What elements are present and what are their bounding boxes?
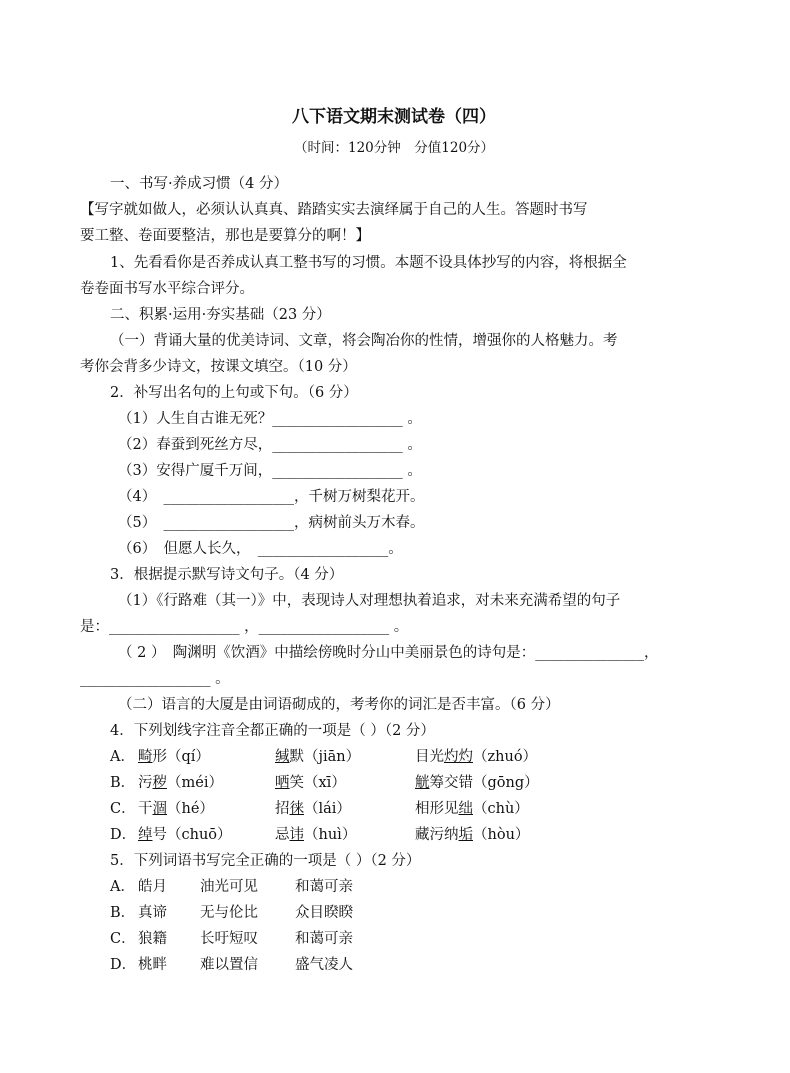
question2-item5: （5） __________________，病树前头万木春。: [118, 515, 425, 531]
question2-item3: （3）安得广厦千万间，__________________ 。: [118, 463, 422, 479]
option-word: 干涸（hé）: [138, 801, 214, 817]
option-label: D．: [110, 957, 137, 973]
option-label: C．: [110, 801, 136, 817]
option-word: 污秽（méi）: [138, 775, 223, 791]
option-word: 难以置信: [200, 957, 258, 973]
option-label: D．: [110, 827, 137, 843]
option-label: C．: [110, 931, 136, 947]
question3-item2-line1: （ 2 ） 陶渊明《饮酒》中描绘傍晚时分山中美丽景色的诗句是：_______________，: [118, 645, 659, 661]
option-word: 哂笑（xī）: [275, 775, 346, 791]
question5-prompt: 5．下列词语书写完全正确的一项是（ ）（2 分）: [110, 853, 421, 869]
question1-line1: 1、先看看你是否养成认真工整书写的习惯。本题不设具体抄写的内容，将根据全: [110, 255, 627, 271]
question2-prompt: 2．补写出名句的上句或下句。（6 分）: [110, 385, 358, 401]
question1-line2: 卷卷面书写水平综合评分。: [80, 281, 254, 297]
section1-heading: 一、书写·养成习惯（4 分）: [110, 176, 288, 192]
option-word: 忌讳（huì）: [275, 827, 357, 843]
option-word: 真谛: [138, 905, 167, 921]
option-word: 畸形（qí）: [138, 749, 210, 765]
question3-item1-line1: （1）《行路难（其一）》中，表现诗人对理想执着追求，对未来充满希望的句子: [118, 593, 621, 609]
option-label: B．: [110, 775, 136, 791]
question3-prompt: 3．根据提示默写诗文句子。（4 分）: [110, 567, 344, 583]
option-word: 无与伦比: [200, 905, 258, 921]
option-word: 和蔼可亲: [295, 931, 353, 947]
question3-item1-line2: 是：__________________ ，__________________ 。: [80, 619, 409, 635]
option-word: 藏污纳垢（hòu）: [415, 827, 530, 843]
option-word: 招徕（lái）: [275, 801, 351, 817]
option-label: A．: [110, 879, 135, 895]
option-word: 觥筹交错（gōng）: [415, 775, 539, 791]
part1-intro-line2: 考你会背多少诗文，按课文填空。（10 分）: [80, 359, 357, 375]
option-word: 和蔼可亲: [295, 879, 353, 895]
section1-note-line1: 【写字就如做人，必须认认真真、踏踏实实去演绎属于自己的人生。答题时书写: [80, 202, 588, 218]
option-word: 皓月: [138, 879, 167, 895]
question2-item1: （1）人生自古谁无死？__________________ 。: [118, 411, 422, 427]
section2-heading: 二、积累·运用·夯实基础（23 分）: [110, 307, 331, 323]
page-title: 八下语文期末测试卷（四）: [292, 107, 496, 127]
option-word: 目光灼灼（zhuó）: [415, 749, 538, 765]
option-word: 狼籍: [138, 931, 167, 947]
option-word: 油光可见: [200, 879, 258, 895]
option-word: 缄默（jiān）: [275, 749, 361, 765]
option-word: 长吁短叹: [200, 931, 258, 947]
option-label: B．: [110, 905, 136, 921]
part1-intro-line1: （一）背诵大量的优美诗词、文章，将会陶冶你的性情，增强你的人格魅力。考: [110, 333, 618, 349]
option-word: 桃畔: [138, 957, 167, 973]
question3-item2-line2: __________________ 。: [80, 671, 230, 687]
part2-intro: （二）语言的大厦是由词语砌成的，考考你的词汇是否丰富。（6 分）: [118, 697, 560, 713]
question2-item6: （6） 但愿人长久， __________________。: [118, 541, 403, 557]
question2-item4: （4） __________________，千树万树梨花开。: [118, 489, 425, 505]
page-subtitle: （时间：120分钟 分值120分）: [294, 140, 495, 156]
question2-item2: （2）春蚕到死丝方尽，__________________ 。: [118, 437, 422, 453]
section1-note-line2: 要工整、卷面要整洁，那也是要算分的啊！】: [80, 228, 370, 244]
option-label: A．: [110, 749, 135, 765]
option-word: 相形见绌（chù）: [415, 801, 529, 817]
question4-prompt: 4．下列划线字注音全都正确的一项是（ ）（2 分）: [110, 723, 435, 739]
option-word: 盛气凌人: [295, 957, 353, 973]
option-word: 绰号（chuō）: [138, 827, 232, 843]
option-word: 众目睽睽: [295, 905, 353, 921]
